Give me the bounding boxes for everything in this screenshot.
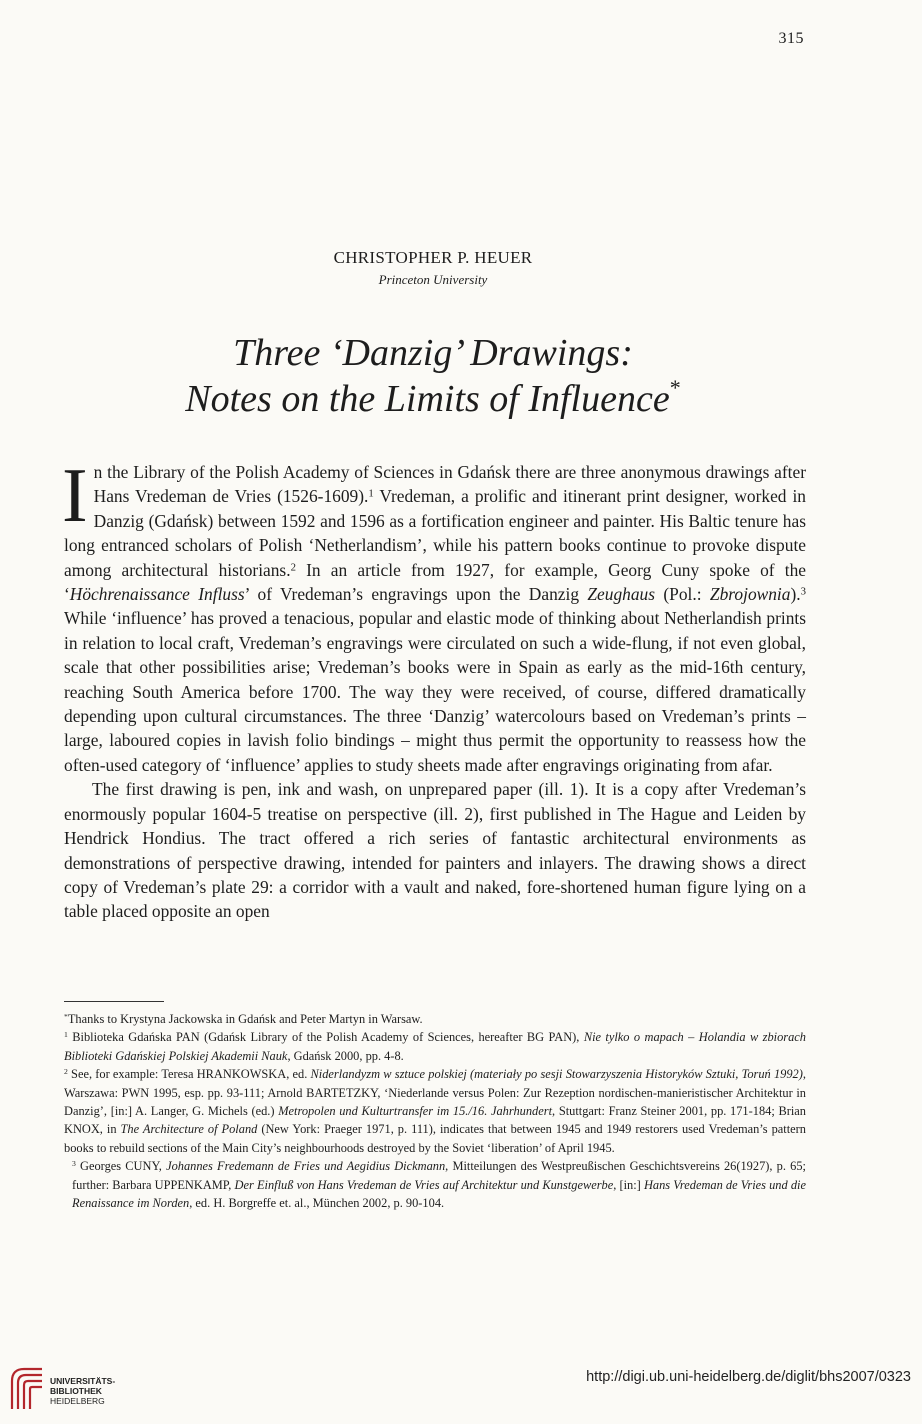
- footnote-2-italic-3: The Architecture of Poland: [120, 1122, 258, 1137]
- footnote-3-text-c: , [in:]: [613, 1177, 644, 1192]
- p1-italic-2: Zeughaus: [587, 584, 656, 605]
- footnote-2-text-b: , Warszawa: PWN 1995, esp. pp. 93-111; Arnold BARTETZKY, ‘Niederlande versus Polen: Zur Rezeption nordischen-manieristischer Architektur in Danzig’, [in:] A. Langer, G. Michels (ed.): [64, 1067, 806, 1119]
- article-title: [0, 330, 866, 422]
- title-line-1: Three ‘Danzig’ Drawings:: [233, 332, 633, 374]
- footnote-3-text-b: , Mitteilungen des Westpreußischen Geschichtsvereins 26(1927), p. 65; further: Barbara UPPENKAMP,: [72, 1159, 806, 1192]
- footnote-1-italic-1: Nie tylko o mapach – Holandia w zbiorach Biblioteki Gdańskiej Polskiej Akademii Nauk: [64, 1030, 807, 1063]
- footnote-star-mark: *: [64, 1012, 68, 1022]
- p1-text-1: n the Library of the Polish Academy of Sciences in Gdańsk there are three anonymous drawings after Hans Vredeman de Vries (1526-1609).: [93, 462, 806, 507]
- footnote-1-text-a: Biblioteka Gdańska PAN (Gdańsk Library of the Polish Academy of Sciences, hereafter BG PAN),: [67, 1030, 584, 1045]
- footnote-ref-2: 2: [290, 561, 296, 574]
- footnote-3-num: 3: [72, 1159, 76, 1169]
- footnote-divider: [64, 1001, 164, 1002]
- p1-text-4: ’ of Vredeman’s engravings upon the Danzig: [244, 584, 588, 605]
- footnote-2-italic-2: Metropolen und Kulturtransfer im 15./16. Jahrhundert: [278, 1104, 553, 1119]
- footnote-2-text-a: See, for example: Teresa HRANKOWSKA, ed.: [67, 1067, 311, 1082]
- article-body: [62, 452, 806, 924]
- paragraph-1: [62, 452, 806, 777]
- library-name-line-2: BIBLIOTHEK: [50, 1386, 102, 1396]
- footnote-2: [64, 1065, 806, 1157]
- p1-text-7: While ‘influence’ has proved a tenacious, popular and elastic mode of thinking about Netherlandish prints in relation to local craft, Vredeman’s engravings were circulated on such a wide-flung, if not even global, scale that other possibilities arise; Vredeman’s books were in Spain as early as the mid-16th century, reaching South America before 1700. The way they were received, of course, differed dramatically depending upon cultural circumstances. The three ‘Danzig’ watercolours based on Vredeman’s prints – large, laboured copies in lavish folio bindings – might thus permit the opportunity to reassess how the often-used category of ‘influence’ applies to study sheets made after engravings originating from afar.: [64, 608, 806, 775]
- title-line-2: [0, 376, 866, 422]
- p1-text-5: (Pol.:: [655, 584, 710, 605]
- footnote-2-text-c: , Stuttgart: Franz Steiner 2001, pp. 171-184; Brian KNOX, in: [64, 1104, 806, 1137]
- footnote-3-text-d: , ed. H. Borgreffe et. al., München 2002, p. 90-104.: [189, 1196, 445, 1211]
- title-line-2-text: Notes on the Limits of Influence: [185, 378, 670, 420]
- footnote-1-num: 1: [64, 1030, 68, 1040]
- footnotes: [64, 1010, 806, 1212]
- footnote-3: [64, 1157, 806, 1212]
- footnote-ref-3: 3: [800, 585, 806, 598]
- footnote-ref-1: 1: [368, 488, 374, 501]
- library-name-line-1: UNIVERSITÄTS-: [50, 1376, 116, 1386]
- footnote-2-text-d: (New York: Praeger 1971, p. 111), indicates that between 1945 and 1949 restorers used Vredeman’s pattern books to rebuild sections of the Main City’s neighbourhoods destroyed by the Soviet ‘liberation’ of April 1945.: [64, 1122, 806, 1155]
- library-name-line-3: HEIDELBERG: [50, 1396, 105, 1406]
- library-emblem-icon: [8, 1363, 48, 1411]
- footnote-1: [64, 1028, 806, 1065]
- footnote-3-italic-3: Hans Vredeman de Vries und die Renaissance im Norden: [72, 1177, 806, 1211]
- page-number: 315: [778, 30, 804, 47]
- drop-cap: I: [62, 452, 88, 538]
- p1-text-2: Vredeman, a prolific and itinerant print designer, worked in Danzig (Gdańsk) between 1592 and 1596 as a fortification engineer and painter. His Baltic tenure has long entranced scholars of Polish ‘Netherlandism’, while his pattern books continue to provoke dispute among architectural historians.: [64, 486, 806, 580]
- p1-italic-3: Zbrojownia: [709, 584, 791, 605]
- footnote-3-italic-2: Der Einfluß von Hans Vredeman de Vries auf Architektur und Kunstgewerbe: [234, 1177, 614, 1192]
- footnote-2-num: 2: [64, 1067, 68, 1077]
- author-name: CHRISTOPHER P. HEUER: [333, 248, 533, 267]
- footnote-2-italic-1: Niderlandyzm w sztuce polskiej (materiały po sesji Stowarzyszenia Historyków Sztuki, Toruń 1992): [310, 1067, 803, 1082]
- library-name: [50, 1376, 115, 1406]
- library-logo: [8, 1363, 168, 1413]
- footnote-1-text-b: , Gdańsk 2000, pp. 4-8.: [287, 1048, 404, 1063]
- title-footnote-mark: *: [669, 375, 681, 400]
- p1-italic-1: Höchrenaissance Influss: [69, 584, 245, 605]
- p1-text-6: ).: [790, 584, 801, 605]
- author-affiliation: Princeton University: [378, 272, 488, 287]
- footnote-star: [64, 1010, 806, 1028]
- footnote-star-text: Thanks to Krystyna Jackowska in Gdańsk and Peter Martyn in Warsaw.: [67, 1012, 423, 1026]
- p1-text-3: In an article from 1927, for example, Georg Cuny spoke of the ‘: [64, 559, 806, 605]
- paragraph-2: The first drawing is pen, ink and wash, on unprepared paper (ill. 1). It is a copy after Vredeman’s enormously popular 1604-5 treatise on perspective (ill. 2), first published in The Hague and Leiden by Hendrick Hondius. The tract offered a rich series of fantastic architectural environments as demonstrations of perspective drawing, intended for painters and inlayers. The drawing shows a direct copy of Vredeman’s plate 29: a corridor with a vault and naked, fore-shortened human figure lying on a table placed opposite an open: [64, 779, 806, 922]
- footnote-3-text-a: Georges CUNY,: [75, 1159, 167, 1174]
- source-url-link[interactable]: http://digi.ub.uni-heidelberg.de/diglit/bhs2007/0323: [586, 1369, 911, 1385]
- footnote-3-italic-1: Johannes Fredemann de Fries und Aegidius Dickmann: [166, 1159, 446, 1174]
